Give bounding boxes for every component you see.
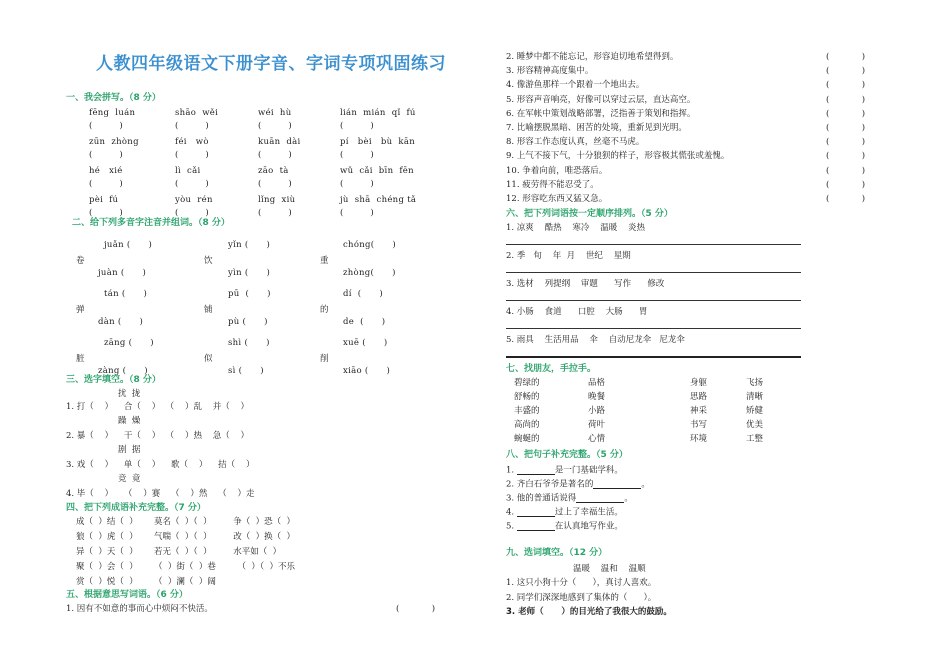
definition: 12. 形容吃东西又猛又急。: [506, 194, 608, 204]
answer-bracket[interactable]: ( ): [826, 108, 866, 119]
answer-bracket[interactable]: ( ): [826, 123, 866, 133]
answer-bracket-1: ( ): [396, 604, 436, 614]
definition: 3. 形容精神高度集中。: [506, 66, 594, 77]
sentence-completion: [506, 507, 623, 517]
answer-bracket[interactable]: ( ): [826, 179, 866, 190]
idiom-line: 聚（ ）会（ ） （ ）街（ ）巷 （ ）（ ）不乐: [76, 562, 296, 572]
idiom-line: 赏（ ）悦（ ） （ ）澜（ ）阔: [76, 577, 216, 587]
word-set: 3. 选材 列提纲 审题 写作 修改: [506, 279, 665, 289]
sentence-blank[interactable]: [576, 493, 624, 503]
definition: 4. 像游鱼那样一个跟着一个地出去。: [506, 80, 645, 91]
match-word: 品格: [588, 378, 606, 388]
answer-bracket[interactable]: ( ): [258, 208, 292, 218]
answer-bracket[interactable]: ( ): [175, 121, 209, 131]
section-9-heading: 九、选词填空。（12 分）: [506, 548, 608, 558]
definition: 11. 疲劳得不能忍受了。: [506, 179, 599, 190]
polyphonic-char: 铺: [204, 305, 213, 315]
pinyin-prompt: hé xié: [89, 166, 123, 176]
match-word: 心情: [588, 434, 606, 444]
sentence-suffix: 在认真地写作业。: [554, 521, 623, 532]
answer-bracket[interactable]: ( ): [826, 52, 866, 62]
fill-line: 2. 暴（ ） 干（ ） （ ）热 急（ ）: [66, 431, 250, 441]
pinyin-prompt: kuān dài: [258, 137, 301, 147]
polyphonic-char: 饮: [204, 256, 213, 266]
pinyin-prompt: fēng luán: [89, 108, 136, 118]
polyphonic-char: 弹: [76, 305, 85, 315]
answer-bracket[interactable]: ( ): [175, 208, 209, 218]
pinyin-blank: chóng( ): [343, 240, 397, 250]
pinyin-blank: xuē ( ): [343, 338, 388, 348]
answer-bracket[interactable]: ( ): [89, 208, 123, 218]
pinyin-blank: yǐn ( ): [228, 240, 271, 250]
fill-line: 1. 打（ ） 合（ ） （ ）乱 并（ ）: [66, 402, 250, 412]
sentence-suffix: 是一门基础学科。: [554, 465, 623, 476]
sentence-blank[interactable]: [517, 521, 555, 531]
sentence-completion: [506, 521, 623, 531]
match-word: 飞扬: [746, 378, 764, 388]
pinyin-blank: sì ( ): [228, 366, 264, 376]
word-set: 5. 雨具 生活用品 伞 自动尼龙伞 尼龙伞: [506, 335, 685, 345]
sentence-blank[interactable]: [593, 479, 641, 489]
sentence-suffix: 过上了幸福生活。: [554, 507, 623, 518]
match-word: 蜿蜒的: [514, 434, 540, 444]
section-1-heading: 一、我会拼写。（8 分）: [66, 93, 161, 103]
definition: 8. 形容工作态度认真，丝毫不马虎。: [506, 137, 645, 148]
answer-line[interactable]: [506, 356, 801, 358]
pinyin-prompt: zāo tà: [258, 166, 289, 176]
match-word: 神采: [690, 406, 708, 416]
pinyin-blank: tán ( ): [104, 289, 148, 299]
sentence-suffix: 。: [624, 493, 633, 504]
answer-bracket[interactable]: ( ): [340, 150, 374, 160]
answer-bracket[interactable]: ( ): [826, 94, 866, 105]
match-word: 工整: [746, 434, 764, 444]
pinyin-prompt: zūn zhòng: [89, 137, 139, 147]
answer-bracket[interactable]: ( ): [258, 150, 292, 160]
pinyin-prompt: lián mián qǐ fú: [340, 108, 416, 118]
pinyin-prompt: wéi hù: [258, 108, 292, 118]
word-set: 1. 凉爽 酷热 寒冷 温暖 炎热: [506, 223, 646, 233]
word-set: 4. 小肠 食道 口腔 大肠 胃: [506, 307, 648, 317]
pinyin-blank: de ( ): [343, 317, 386, 327]
sentence-suffix: 。: [641, 479, 650, 490]
polyphonic-char: 重: [320, 256, 329, 266]
pinyin-prompt: pí bèi bù kān: [340, 137, 415, 147]
answer-bracket[interactable]: ( ): [826, 80, 866, 91]
section-8-heading: 八、把句子补充完整。（5 分）: [506, 450, 628, 460]
polyphonic-char: 卷: [76, 256, 85, 266]
word-choices: 温暖 温和 温顺: [573, 564, 646, 574]
match-word: 高尚的: [514, 420, 540, 430]
definition: 5. 形容声音响亮，好像可以穿过云层，直达高空。: [506, 94, 696, 105]
pinyin-prompt: shāo wěi: [175, 108, 219, 118]
pinyin-prompt: pèi fú: [89, 195, 119, 205]
sentence-completion: [506, 479, 650, 489]
fill-line: 4. 毕（ ） （ ）赛 （ ）然 （ ）走: [66, 489, 255, 499]
match-word: 荷叶: [588, 420, 606, 430]
pinyin-prompt: lì cǎi: [175, 166, 201, 176]
section-2-heading: 二、给下列多音字注音并组词。（8 分）: [72, 218, 230, 228]
sentence-prefix: 2. 齐白石爷爷是著名的: [506, 479, 594, 490]
match-word: 优美: [746, 420, 764, 430]
pinyin-blank: dí ( ): [343, 289, 384, 299]
answer-bracket[interactable]: ( ): [826, 165, 866, 176]
answer-bracket[interactable]: ( ): [340, 208, 374, 218]
fill-sentence: 1. 这只小狗十分（ ），真讨人喜欢。: [506, 578, 657, 588]
fill-line: 3. 戏（ ） 单（ ） 歌（ ） 拮（ ）: [66, 460, 255, 470]
answer-bracket[interactable]: ( ): [340, 121, 374, 131]
answer-bracket[interactable]: ( ): [826, 151, 866, 162]
char-choices: 剧 据: [118, 445, 141, 455]
sentence-blank[interactable]: [517, 507, 555, 517]
fill-sentence: 2. 同学们深深地感到了集体的（ ）。: [506, 592, 657, 603]
answer-bracket[interactable]: ( ): [258, 121, 292, 131]
match-word: 舒畅的: [514, 392, 540, 402]
match-word: 身躯: [690, 378, 708, 388]
match-word: 小路: [588, 406, 606, 416]
pinyin-blank: juǎn ( ): [104, 240, 153, 250]
definition: 10. 争着向前，唯恐落后。: [506, 165, 608, 176]
match-word: 思路: [690, 392, 708, 402]
match-word: 书写: [690, 420, 708, 430]
section-7-heading: 七、找朋友，手拉手。: [506, 364, 597, 374]
answer-bracket[interactable]: ( ): [258, 179, 292, 189]
answer-bracket[interactable]: ( ): [89, 179, 123, 189]
word-set: 2. 季 旬 年 月 世纪 星期: [506, 251, 631, 261]
idiom-line: 成（ ）结（ ） 莫名（ ）（ ） 争（ ）恐（ ）: [76, 517, 296, 527]
pinyin-blank: zàng ( ): [98, 366, 148, 376]
answer-bracket[interactable]: ( ): [89, 121, 123, 131]
answer-bracket[interactable]: ( ): [175, 179, 209, 189]
answer-bracket[interactable]: ( ): [89, 150, 123, 160]
answer-line[interactable]: [506, 300, 801, 301]
polyphonic-char: 脏: [76, 354, 85, 364]
fill-sentence: 3. 老师（ ）的目光给了我很大的鼓励。: [506, 607, 672, 617]
answer-bracket[interactable]: ( ): [826, 66, 866, 77]
pinyin-prompt: wǔ cǎi bīn fēn: [340, 166, 414, 176]
sentence-prefix: 5.: [506, 521, 517, 532]
pinyin-blank: dàn ( ): [98, 317, 144, 327]
answer-bracket[interactable]: ( ): [826, 194, 866, 204]
match-word: 清晰: [746, 392, 764, 402]
definition: 2. 睡梦中都不能忘记，形容迫切地希望得到。: [506, 52, 679, 62]
sentence-blank[interactable]: [517, 465, 555, 475]
pinyin-prompt: féi wò: [175, 137, 209, 147]
char-choices: 竞 竟: [118, 474, 141, 484]
polyphonic-char: 的: [320, 305, 329, 315]
answer-line[interactable]: [506, 244, 801, 245]
definition: 7. 比喻摆脱黑暗、困苦的处境，重新见到光明。: [506, 123, 687, 133]
definition: 9. 上气不接下气，十分狼狈的样子，形容极其慌张或羞愧。: [506, 151, 730, 162]
answer-bracket[interactable]: ( ): [175, 150, 209, 160]
pinyin-prompt: lǐng xiù: [258, 195, 296, 205]
pinyin-blank: pù ( ): [228, 317, 268, 327]
answer-line[interactable]: [506, 328, 801, 329]
sentence-prefix: 1.: [506, 465, 517, 476]
polyphonic-char: 削: [320, 354, 329, 364]
sentence-prefix: 4.: [506, 507, 517, 518]
match-word: 晚餐: [588, 392, 606, 402]
pinyin-prompt: yòu rén: [175, 195, 213, 205]
section-3-heading: 三、选字填空。（8 分）: [66, 375, 161, 385]
pinyin-blank: xiāo ( ): [343, 366, 391, 376]
answer-line[interactable]: [506, 272, 801, 273]
answer-bracket[interactable]: ( ): [340, 179, 374, 189]
polyphonic-char: 似: [204, 354, 213, 364]
sentence-completion: [506, 493, 633, 503]
sentence-prefix: 3. 他的普通话说得: [506, 493, 577, 504]
sentence-completion: [506, 465, 623, 475]
match-word: 碧绿的: [514, 378, 540, 388]
pinyin-blank: yìn ( ): [228, 268, 271, 278]
match-word: 矫健: [746, 406, 764, 416]
idiom-line: 异（ ）天（ ） 若无（ ）（ ） 水平如（ ）: [76, 547, 282, 557]
section-6-heading: 六、把下列词语按一定顺序排列。（5 分）: [506, 209, 673, 219]
pinyin-blank: zhòng( ): [343, 268, 396, 278]
section-5-heading: 五、根据意思写词语。（6 分）: [66, 590, 188, 600]
page-title: 人教四年级语文下册字音、字词专项巩固练习: [96, 54, 446, 74]
answer-bracket[interactable]: ( ): [826, 137, 866, 148]
pinyin-prompt: jù shā chéng tǎ: [340, 195, 417, 205]
char-choices: 扰 拢: [118, 389, 141, 399]
match-word: 环境: [690, 434, 708, 444]
idiom-line: 狼（ ）虎（ ） 气喘（ ）（ ） 改（ ）换（ ）: [76, 532, 296, 542]
section-4-heading: 四、把下列成语补充完整。（7 分）: [66, 503, 206, 513]
definition-1: 1. 因有不如意的事而心中烦闷不快活。: [66, 604, 213, 614]
match-word: 丰盛的: [514, 406, 540, 416]
pinyin-blank: juàn ( ): [98, 268, 147, 278]
definition: 6. 在军帐中策划战略部署，泛指善于策划和指挥。: [506, 108, 696, 119]
pinyin-blank: zāng ( ): [104, 338, 154, 348]
pinyin-blank: pū ( ): [228, 289, 271, 299]
pinyin-blank: shì ( ): [228, 338, 270, 348]
char-choices: 躁 燥: [118, 416, 141, 426]
